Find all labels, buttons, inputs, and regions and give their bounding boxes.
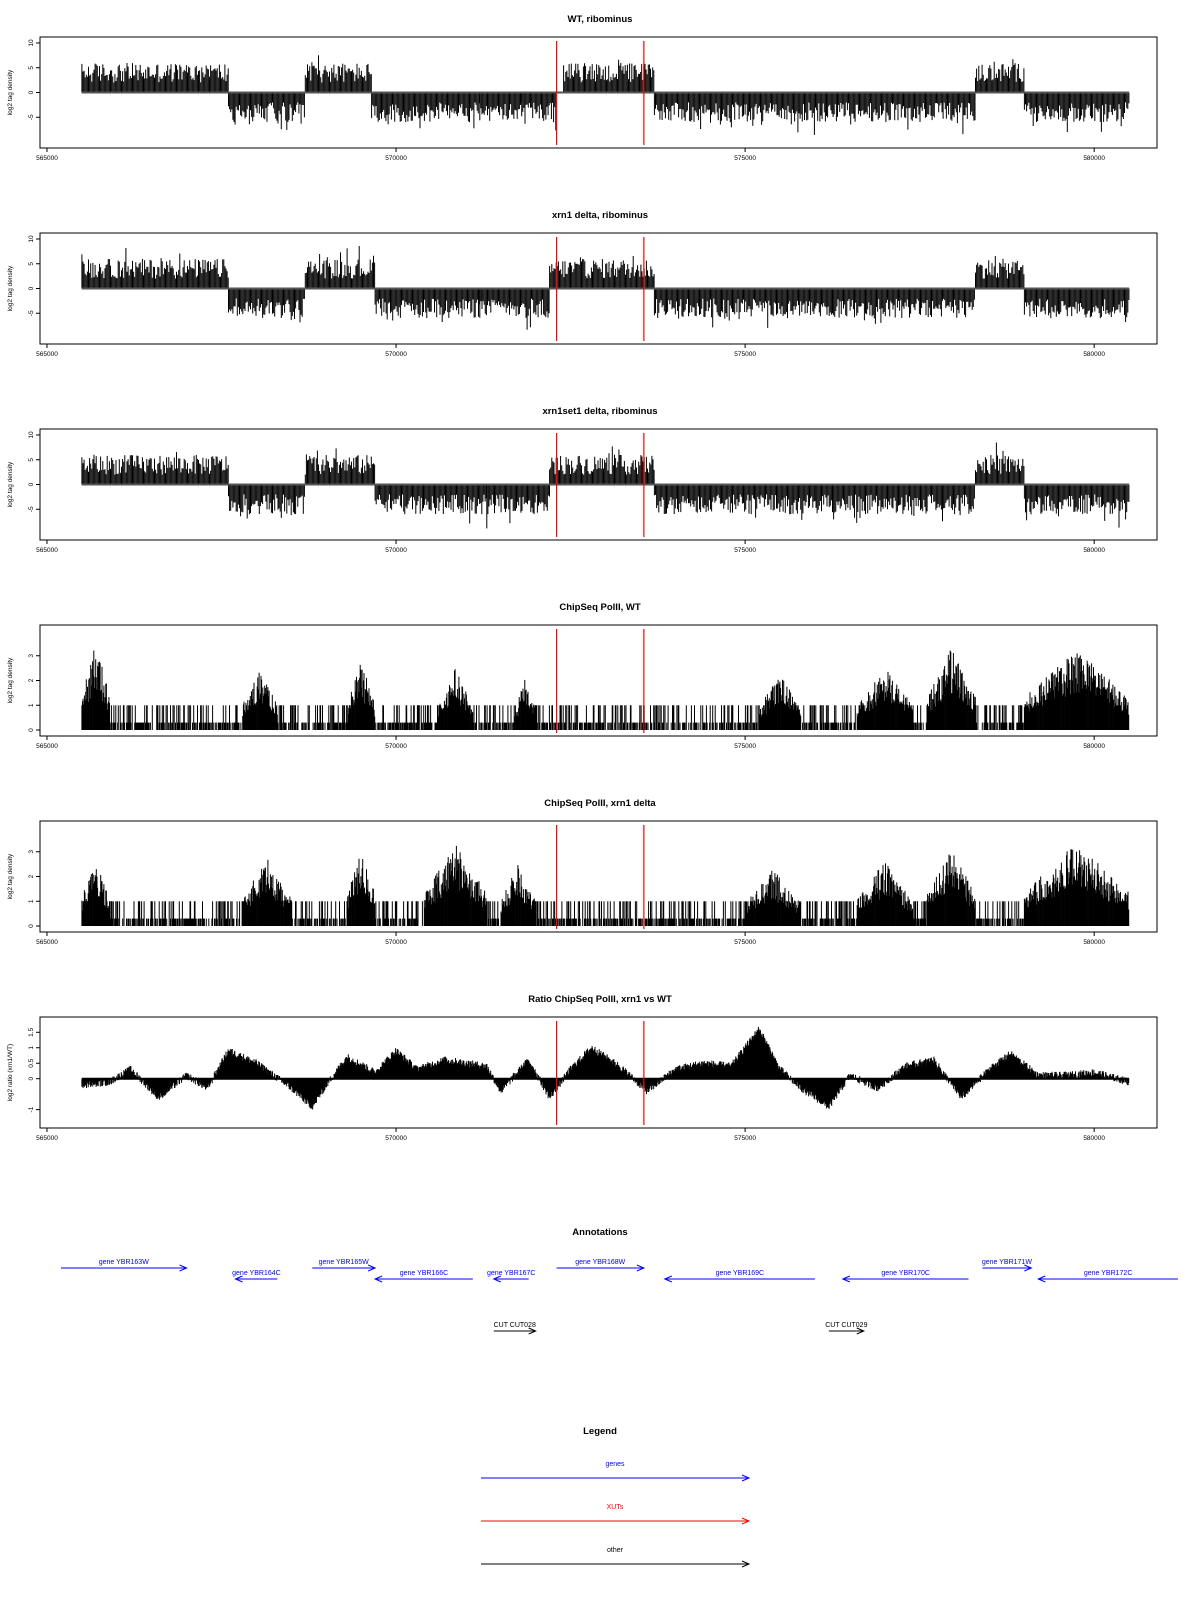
x-tick-label: 580000 — [1083, 547, 1105, 554]
y-tick-label: 3 — [28, 654, 35, 658]
signal-track — [82, 55, 1129, 135]
x-tick-label: 580000 — [1083, 743, 1105, 750]
x-tick-label: 580000 — [1083, 155, 1105, 162]
signal-track — [82, 651, 1129, 731]
y-axis-label: log2 tag density — [7, 461, 14, 507]
x-tick-label: 570000 — [385, 743, 407, 750]
panel-title: ChipSeq PolII, xrn1 delta — [544, 798, 656, 809]
panel-title: xrn1 delta, ribominus — [552, 210, 648, 221]
y-tick-label: 1 — [28, 703, 35, 707]
x-tick-label: 565000 — [36, 547, 58, 554]
x-tick-label: 570000 — [385, 351, 407, 358]
x-tick-label: 565000 — [36, 743, 58, 750]
panel-chip_wt — [7, 602, 1157, 750]
x-tick-label: 575000 — [734, 351, 756, 358]
signal-track — [82, 846, 1129, 926]
x-tick-label: 575000 — [734, 547, 756, 554]
x-tick-label: 580000 — [1083, 351, 1105, 358]
y-tick-label: -5 — [28, 114, 35, 120]
y-axis-label: log2 tag density — [7, 657, 14, 703]
y-tick-label: 10 — [28, 39, 35, 47]
x-tick-label: 565000 — [36, 155, 58, 162]
y-tick-label: -5 — [28, 506, 35, 512]
panel-title: ChipSeq PolII, WT — [559, 602, 640, 613]
y-tick-label: 2 — [28, 678, 35, 682]
x-tick-label: 570000 — [385, 547, 407, 554]
y-tick-label: 5 — [28, 66, 35, 70]
x-tick-label: 565000 — [36, 351, 58, 358]
y-tick-label: 0 — [28, 286, 35, 290]
y-tick-label: 10 — [28, 431, 35, 439]
y-tick-label: 5 — [28, 458, 35, 462]
y-axis-label: log2 tag density — [7, 265, 14, 311]
y-tick-label: -5 — [28, 310, 35, 316]
panel-chip_xrn1 — [7, 798, 1157, 946]
x-tick-label: 575000 — [734, 743, 756, 750]
panel-xrn1set1 — [7, 406, 1157, 554]
panel-xrn1 — [7, 210, 1157, 358]
x-tick-label: 570000 — [385, 155, 407, 162]
y-tick-label: 5 — [28, 262, 35, 266]
y-tick-label: 0 — [28, 482, 35, 486]
y-tick-label: 10 — [28, 235, 35, 243]
x-tick-label: 575000 — [734, 155, 756, 162]
y-axis-label: log2 tag density — [7, 69, 14, 115]
panel-wt — [7, 14, 1157, 162]
y-tick-label: 0 — [28, 90, 35, 94]
panel-title: WT, ribominus — [568, 14, 633, 25]
panel-title: xrn1set1 delta, ribominus — [542, 406, 657, 417]
y-tick-label: 0 — [28, 728, 35, 732]
